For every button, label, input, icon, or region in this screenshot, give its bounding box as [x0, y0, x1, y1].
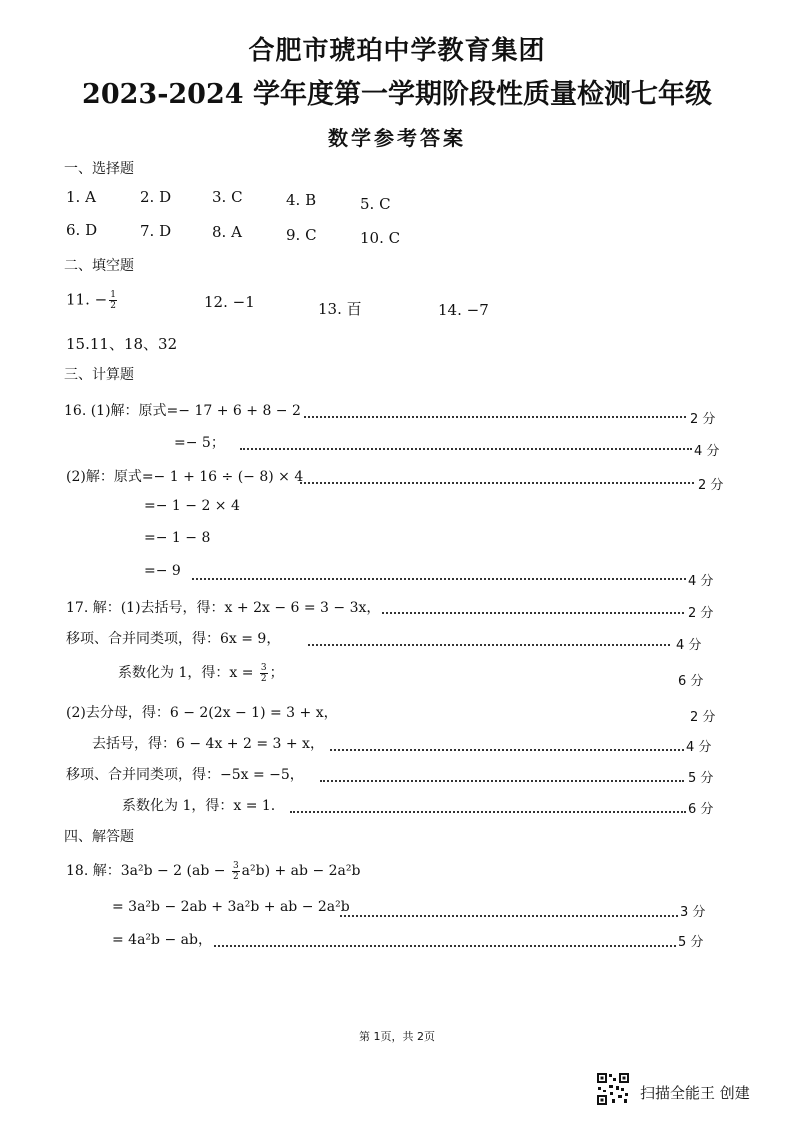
fill-answer-13: 13. 百 — [318, 300, 362, 318]
score-mark: 5 分 — [678, 935, 704, 950]
score-mark: 4 分 — [688, 574, 714, 589]
q17-line-1: 17. 解：(1)去括号，得：x + 2x − 6 = 3 − 3x， — [66, 600, 381, 616]
qr-code-icon — [596, 1072, 630, 1106]
score-mark: 6 分 — [678, 674, 704, 689]
q17-line-6: 移项、合并同类项，得：−5x = −5， — [66, 767, 304, 783]
score-mark: 4 分 — [676, 638, 702, 653]
leader-dots — [308, 644, 670, 646]
fill-answer-11: 11. − $\frac{1}{2}$ — [66, 290, 116, 311]
score-mark: 2 分 — [690, 412, 716, 427]
choice-answer-6: 6. D — [66, 221, 98, 239]
score-mark: 2 分 — [688, 606, 714, 621]
q18-line-2: = 3a²b − 2ab + 3a²b + ab − 2a²b — [112, 899, 350, 915]
choice-answer-1: 1. A — [66, 188, 96, 206]
exam-title: 2023-2024 学年度第一学期阶段性质量检测七年级 — [82, 79, 712, 110]
leader-dots — [382, 612, 684, 614]
q18-line-3: = 4a²b − ab， — [112, 932, 212, 948]
fraction: $\frac{1}{2}$ — [110, 290, 116, 311]
choice-answer-3: 3. C — [212, 188, 243, 206]
leader-dots — [340, 915, 678, 917]
choice-answer-4: 4. B — [286, 191, 317, 209]
choice-answer-7: 7. D — [140, 222, 172, 240]
school-name: 合肥市琥珀中学教育集团 — [248, 36, 546, 66]
scanner-brand-label: 扫描全能王 创建 — [640, 1084, 750, 1102]
leader-dots — [330, 749, 684, 751]
q16-line-1: 16. (1)解：原式=− 17 + 6 + 8 − 2 — [64, 403, 301, 419]
leader-dots — [290, 811, 686, 813]
leader-dots — [300, 482, 694, 484]
fill-answer-14: 14. −7 — [438, 301, 489, 319]
q17-line-7: 系数化为 1，得：x = 1. — [122, 798, 276, 814]
q18-line-1: 18. 解：3a²b − 2 (ab − $\frac{3}{2}$ a²b) + ab − 2a²b — [66, 860, 361, 882]
page-number: 第 1页，共 2页 — [359, 1030, 435, 1043]
leader-dots — [304, 416, 686, 418]
section-calc-heading: 三、计算题 — [64, 367, 134, 383]
q16-line-6: =− 9 — [144, 563, 181, 579]
q17-line-3: 系数化为 1，得：x = $\frac{3}{2}$ ； — [118, 662, 284, 684]
q16-line-4: =− 1 − 2 × 4 — [144, 498, 240, 514]
choice-answer-9: 9. C — [286, 226, 317, 244]
leader-dots — [320, 780, 684, 782]
q16-line-5: =− 1 − 8 — [144, 530, 211, 546]
score-mark: 2 分 — [690, 710, 716, 725]
choice-answer-5: 5. C — [360, 195, 391, 213]
leader-dots — [214, 945, 676, 947]
score-mark: 3 分 — [680, 905, 706, 920]
leader-dots — [192, 578, 686, 580]
section-solve-heading: 四、解答题 — [64, 829, 134, 845]
section-choice-heading: 一、选择题 — [64, 161, 134, 177]
choice-answer-8: 8. A — [212, 223, 242, 241]
fill-answer-15: 15.11、18、32 — [66, 335, 178, 353]
fraction: $\frac{3}{2}$ — [232, 860, 239, 882]
choice-answer-10: 10. C — [360, 229, 401, 247]
choice-answer-2: 2. D — [140, 188, 172, 206]
leader-dots — [240, 448, 692, 450]
q16-line-3: (2)解：原式=− 1 + 16 ÷ (− 8) × 4 — [66, 469, 304, 485]
score-mark: 2 分 — [698, 478, 724, 493]
score-mark: 6 分 — [688, 802, 714, 817]
section-fill-heading: 二、填空题 — [64, 258, 134, 274]
fill-answer-12: 12. −1 — [204, 293, 255, 311]
q17-line-2: 移项、合并同类项，得：6x = 9， — [66, 631, 281, 647]
answer-key-title: 数学参考答案 — [328, 126, 466, 150]
score-mark: 4 分 — [694, 444, 720, 459]
score-mark: 4 分 — [686, 740, 712, 755]
q16-line-2: =− 5； — [174, 435, 225, 451]
fraction: $\frac{3}{2}$ — [260, 662, 267, 684]
q17-line-5: 去括号，得：6 − 4x + 2 = 3 + x， — [92, 736, 324, 752]
score-mark: 5 分 — [688, 771, 714, 786]
q17-line-4: (2)去分母，得：6 − 2(2x − 1) = 3 + x， — [66, 705, 338, 721]
